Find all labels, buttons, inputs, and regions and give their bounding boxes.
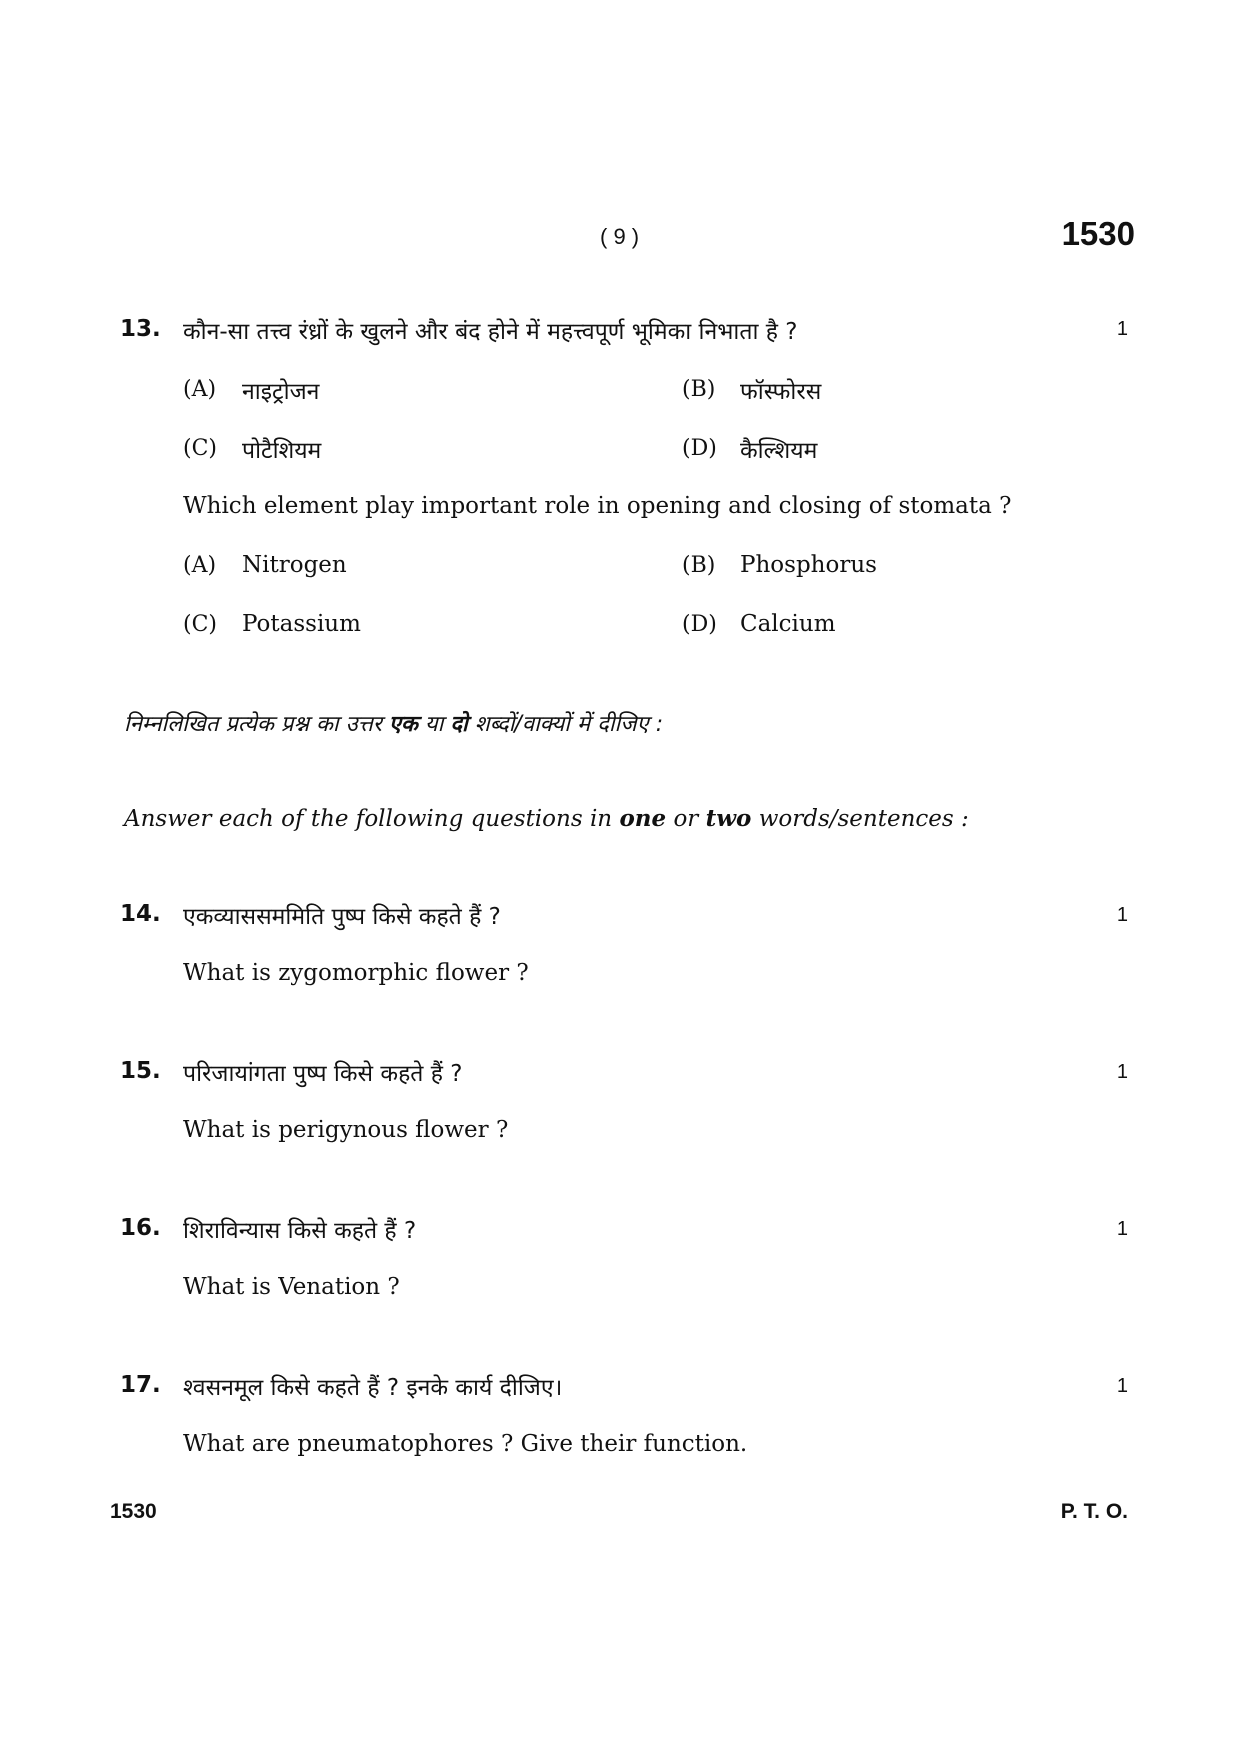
instruction-text: words/sentences : bbox=[758, 806, 969, 832]
instruction-text: or bbox=[673, 806, 699, 832]
question-marks: 1 bbox=[1116, 1218, 1128, 1240]
option-label: (B) bbox=[682, 553, 716, 578]
footer-paper-code: 1530 bbox=[110, 1500, 157, 1523]
question-marks: 1 bbox=[1116, 1061, 1128, 1083]
question-marks: 1 bbox=[1116, 1375, 1128, 1397]
instruction-emphasis: एक bbox=[388, 712, 418, 737]
question-marks: 1 bbox=[1116, 318, 1128, 340]
option-text: कैल्शियम bbox=[740, 438, 818, 464]
question-number: 13. bbox=[120, 316, 161, 342]
question-text-hindi: परिजायांगता पुष्प किसे कहते हैं ? bbox=[183, 1061, 463, 1087]
option-text: Phosphorus bbox=[740, 552, 877, 578]
question-number: 17. bbox=[120, 1372, 161, 1398]
option-text: Nitrogen bbox=[242, 552, 347, 578]
option-text: नाइट्रोजन bbox=[242, 379, 320, 405]
option-label: (B) bbox=[682, 377, 716, 402]
option-label: (D) bbox=[682, 436, 717, 461]
option-text: Calcium bbox=[740, 611, 836, 637]
question-text-english: What is Venation ? bbox=[183, 1274, 400, 1300]
question-number: 16. bbox=[120, 1215, 161, 1241]
option-text: Potassium bbox=[242, 611, 361, 637]
instruction-text: निम्नलिखित प्रत्येक प्रश्न का उत्तर bbox=[124, 712, 382, 737]
instruction-hindi bbox=[124, 708, 663, 738]
instruction-text: शब्दों/वाक्यों में दीजिए : bbox=[474, 712, 664, 737]
question-number: 14. bbox=[120, 901, 161, 927]
question-text-hindi: एकव्याससममिति पुष्प किसे कहते हैं ? bbox=[183, 904, 501, 930]
question-text-english: What is perigynous flower ? bbox=[183, 1117, 509, 1143]
question-marks: 1 bbox=[1116, 904, 1128, 926]
option-label: (A) bbox=[183, 553, 217, 578]
question-text-hindi: शिराविन्यास किसे कहते हैं ? bbox=[183, 1218, 417, 1244]
instruction-text: या bbox=[424, 712, 444, 737]
instruction-emphasis: two bbox=[705, 805, 752, 832]
option-label: (A) bbox=[183, 377, 217, 402]
question-text-english: What is zygomorphic flower ? bbox=[183, 960, 529, 986]
option-text: फॉस्फोरस bbox=[740, 379, 822, 405]
question-text-english: What are pneumatophores ? Give their function. bbox=[183, 1431, 748, 1457]
instruction-emphasis: दो bbox=[450, 712, 468, 737]
page-number: ( 9 ) bbox=[600, 224, 640, 249]
question-text-hindi: कौन-सा तत्त्व रंध्रों के खुलने और बंद होने में महत्त्वपूर्ण भूमिका निभाता है ? bbox=[183, 319, 798, 345]
option-text: पोटैशियम bbox=[242, 438, 322, 464]
instruction-text: Answer each of the following questions in bbox=[124, 806, 613, 832]
instruction-english bbox=[124, 805, 969, 832]
question-number: 15. bbox=[120, 1058, 161, 1084]
option-label: (D) bbox=[682, 612, 717, 637]
question-text-english: Which element play important role in opening and closing of stomata ? bbox=[183, 493, 1012, 519]
option-label: (C) bbox=[183, 436, 217, 461]
question-text-hindi: श्वसनमूल किसे कहते हैं ? इनके कार्य दीजिए। bbox=[183, 1375, 563, 1401]
footer-pto: P. T. O. bbox=[1060, 1500, 1128, 1523]
instruction-emphasis: one bbox=[619, 805, 667, 832]
option-label: (C) bbox=[183, 612, 217, 637]
paper-code: 1530 bbox=[1061, 215, 1135, 252]
